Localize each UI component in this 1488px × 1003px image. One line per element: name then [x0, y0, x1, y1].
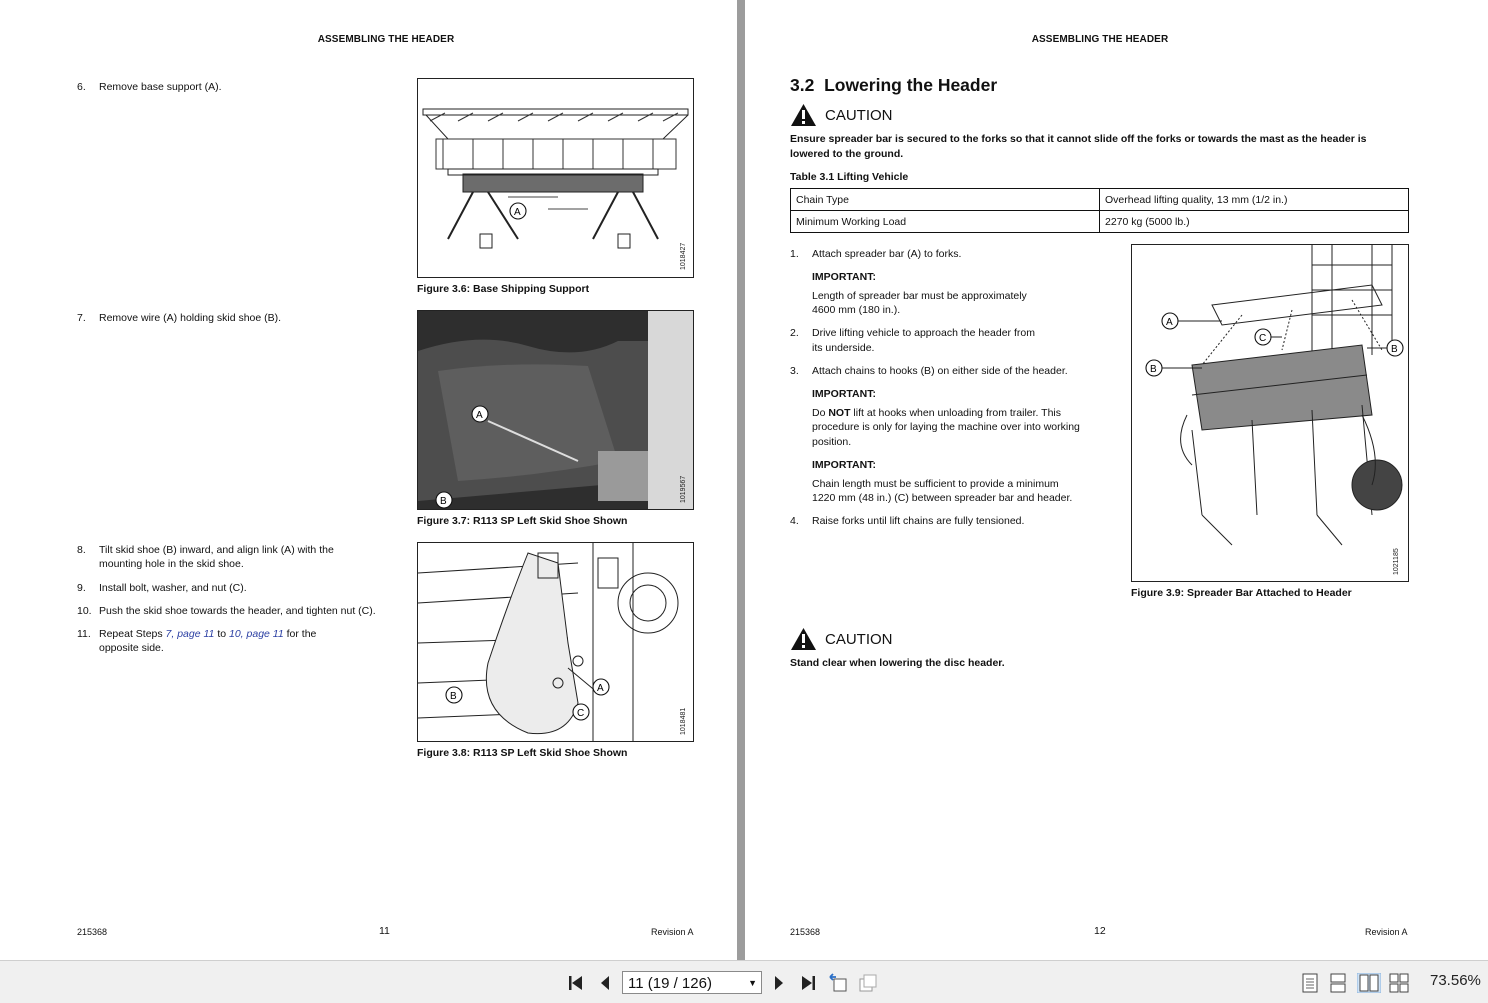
previous-view-icon	[828, 973, 848, 993]
chevron-down-icon[interactable]: ▼	[748, 978, 757, 988]
figure-3-8-image	[417, 542, 694, 742]
link-step-7[interactable]: 7, page 11	[165, 628, 215, 640]
svg-text:A: A	[597, 683, 604, 694]
next-view-icon	[858, 973, 878, 993]
right-page	[745, 0, 1488, 960]
left-page	[0, 0, 737, 960]
footer-doc-number: 215368	[77, 927, 108, 937]
step-7: 7. Remove wire (A) holding skid shoe (B).	[77, 312, 282, 324]
step-8: 8. Tilt skid shoe (B) inward, and align link (A) with the mounting hole in the skid shoe.	[77, 544, 334, 570]
table-cell-label: Minimum Working Load	[791, 211, 1100, 233]
table-title: Table 3.1 Lifting Vehicle	[790, 171, 909, 183]
section-heading: 3.2 Lowering the Header	[790, 75, 998, 95]
single-page-view-icon[interactable]	[1301, 973, 1319, 993]
svg-text:A: A	[476, 410, 483, 421]
previous-page-icon	[598, 974, 612, 992]
next-page-button[interactable]	[768, 972, 790, 994]
first-page-icon	[567, 974, 585, 992]
footer-revision: Revision A	[651, 927, 694, 937]
continuous-view-icon[interactable]	[1329, 973, 1347, 993]
svg-text:A: A	[1166, 317, 1173, 328]
figure-3-7-id: 1019567	[680, 475, 687, 503]
svg-text:C: C	[577, 708, 585, 719]
continuous-facing-view-icon[interactable]	[1388, 973, 1410, 993]
page-number: 11	[379, 925, 390, 937]
svg-text:A: A	[514, 207, 521, 218]
previous-view-button[interactable]	[827, 972, 849, 994]
figure-3-7-image	[417, 310, 694, 510]
footer-doc-number: 215368	[790, 927, 821, 937]
figure-3-9-id: 1021185	[1393, 548, 1400, 575]
step-6: 6. Remove base support (A).	[77, 81, 222, 93]
last-page-icon	[799, 974, 817, 992]
caution-title: CAUTION	[825, 631, 893, 648]
running-head: ASSEMBLING THE HEADER	[317, 34, 455, 45]
figure-3-9-caption: Figure 3.9: Spreader Bar Attached to Header	[1131, 587, 1352, 599]
svg-text:C: C	[1259, 333, 1267, 344]
figure-3-6-image	[417, 78, 694, 278]
warning-icon	[790, 103, 817, 127]
facing-pages-view-icon[interactable]	[1357, 973, 1381, 993]
step-11: 11. Repeat Steps 7, page 11 to 10, page 11 for the opposite side.	[77, 628, 317, 654]
page-number-field[interactable]: 11 (19 / 126) ▼	[622, 971, 762, 994]
next-view-button[interactable]	[857, 972, 879, 994]
lifting-vehicle-table	[790, 188, 1409, 233]
figure-3-7-caption: Figure 3.7: R113 SP Left Skid Shoe Shown	[417, 515, 628, 527]
caution-text: Stand clear when lowering the disc header.	[790, 657, 1005, 669]
svg-text:B: B	[450, 691, 457, 702]
figure-3-9-image	[1131, 244, 1409, 582]
table-row	[791, 211, 1409, 233]
step-9: 9. Install bolt, washer, and nut (C).	[77, 582, 247, 594]
figure-3-6-id: 1018427	[680, 242, 687, 270]
svg-text:B: B	[440, 496, 447, 507]
running-head: ASSEMBLING THE HEADER	[1031, 34, 1169, 45]
previous-page-button[interactable]	[594, 972, 616, 994]
caution-title: CAUTION	[825, 107, 893, 124]
next-page-icon	[772, 974, 786, 992]
page-number: 12	[1094, 925, 1106, 937]
zoom-level[interactable]: 73.56%	[1430, 972, 1481, 989]
table-cell-value: 2270 kg (5000 lb.)	[1100, 211, 1409, 233]
figure-3-6-caption: Figure 3.6: Base Shipping Support	[417, 283, 590, 295]
last-page-button[interactable]	[797, 972, 819, 994]
link-step-10[interactable]: 10, page 11	[229, 628, 284, 640]
lowering-steps: 1. Attach spreader bar (A) to forks. IMPORTANT: Length of spreader bar must be approximately 4600 mm (180 in.). 2. Drive lifting vehicle to approach the header from its underside. 3. Attach chains to hooks (B) on either side of the header. IMPORTANT: Do NOT lift at hooks when unloading from trailer. This procedure is only for laying the machine over into working position. IMPORTANT: Chain length must be sufficient to provide a minimum 1220 mm (48 in.) (C) between spreader bar and header. 4. Raise forks until lift chains are fully tensioned.	[790, 248, 1080, 527]
step-11-text: Repeat Steps 7, page 11 to 10, page 11 for the	[99, 628, 317, 640]
figure-3-8-caption: Figure 3.8: R113 SP Left Skid Shoe Shown	[417, 747, 628, 759]
svg-text:B: B	[1391, 344, 1398, 355]
svg-text:B: B	[1150, 364, 1157, 375]
caution-text: Ensure spreader bar is secured to the forks so that it cannot slide off the forks or towards the mast as the header is lowered to the ground.	[790, 133, 1367, 160]
table-row	[791, 189, 1409, 211]
table-cell-value: Overhead lifting quality, 13 mm (1/2 in.)	[1100, 189, 1409, 211]
warning-icon	[790, 627, 817, 651]
table-cell-label: Chain Type	[791, 189, 1100, 211]
figure-3-8-id: 1018481	[680, 707, 687, 735]
first-page-button[interactable]	[565, 972, 587, 994]
step-10: 10. Push the skid shoe towards the header, and tighten nut (C).	[77, 605, 376, 617]
footer-revision: Revision A	[1365, 927, 1408, 937]
